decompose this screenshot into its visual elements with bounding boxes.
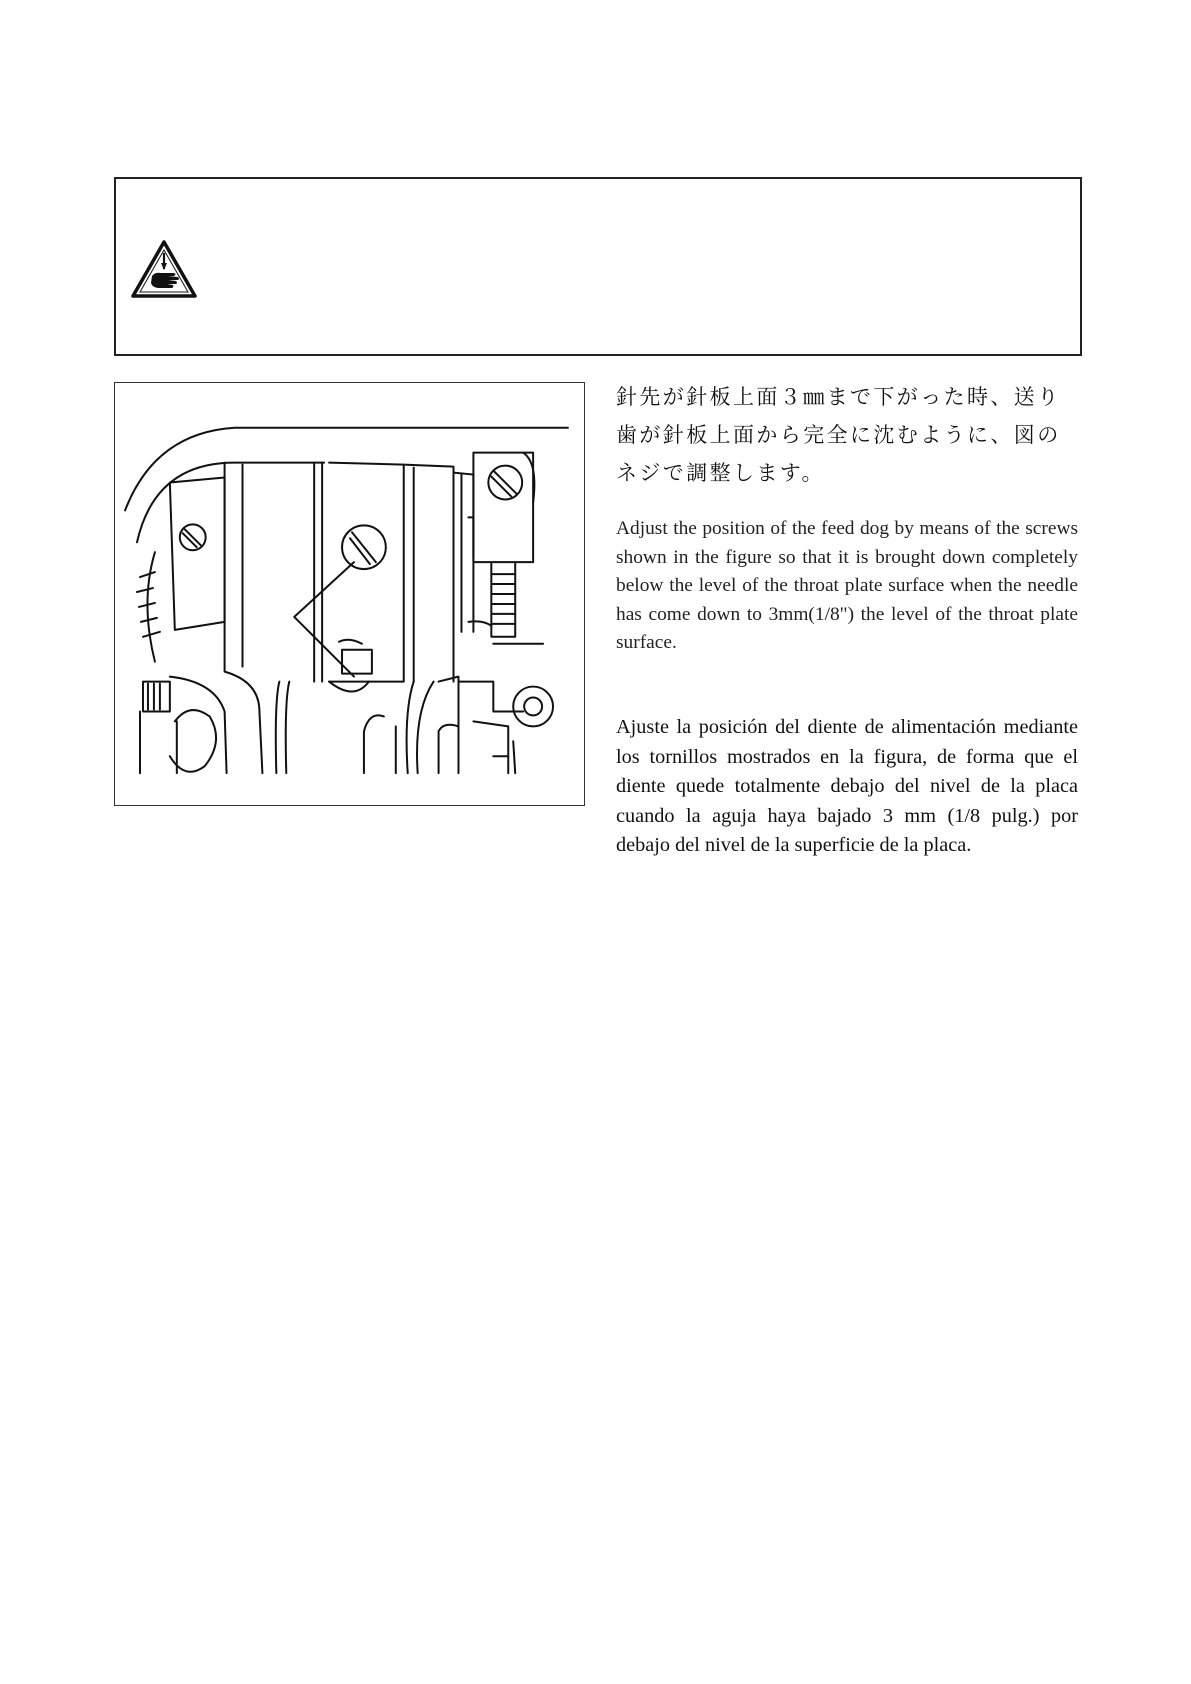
instruction-text bbox=[616, 378, 1078, 856]
spanish-instruction: Ajuste la posición del diente de alimentación mediante los tornillos mostrados en la figura, de forma que el diente quede totalmente debajo del nivel de la placa cuando la aguja haya bajado 3 mm (1/8 pulg.) por debajo del nivel de la superficie de la placa. bbox=[616, 716, 1078, 856]
caution-box bbox=[114, 177, 1082, 356]
feed-dog-figure bbox=[114, 382, 585, 806]
feed-dog-illustration bbox=[115, 383, 584, 805]
hand-warning-icon bbox=[130, 239, 198, 299]
japanese-instruction: 針先が針板上面３㎜まで下がった時、送り歯が針板上面から完全に沈むように、図のネジで調整します。 bbox=[616, 385, 1061, 485]
english-instruction: Adjust the position of the feed dog by means of the screws shown in the figure so that it is brought down completely below the level of the throat plate surface when the needle has come down to 3mm(1/8") the level of the throat plate surface. bbox=[616, 518, 1078, 653]
